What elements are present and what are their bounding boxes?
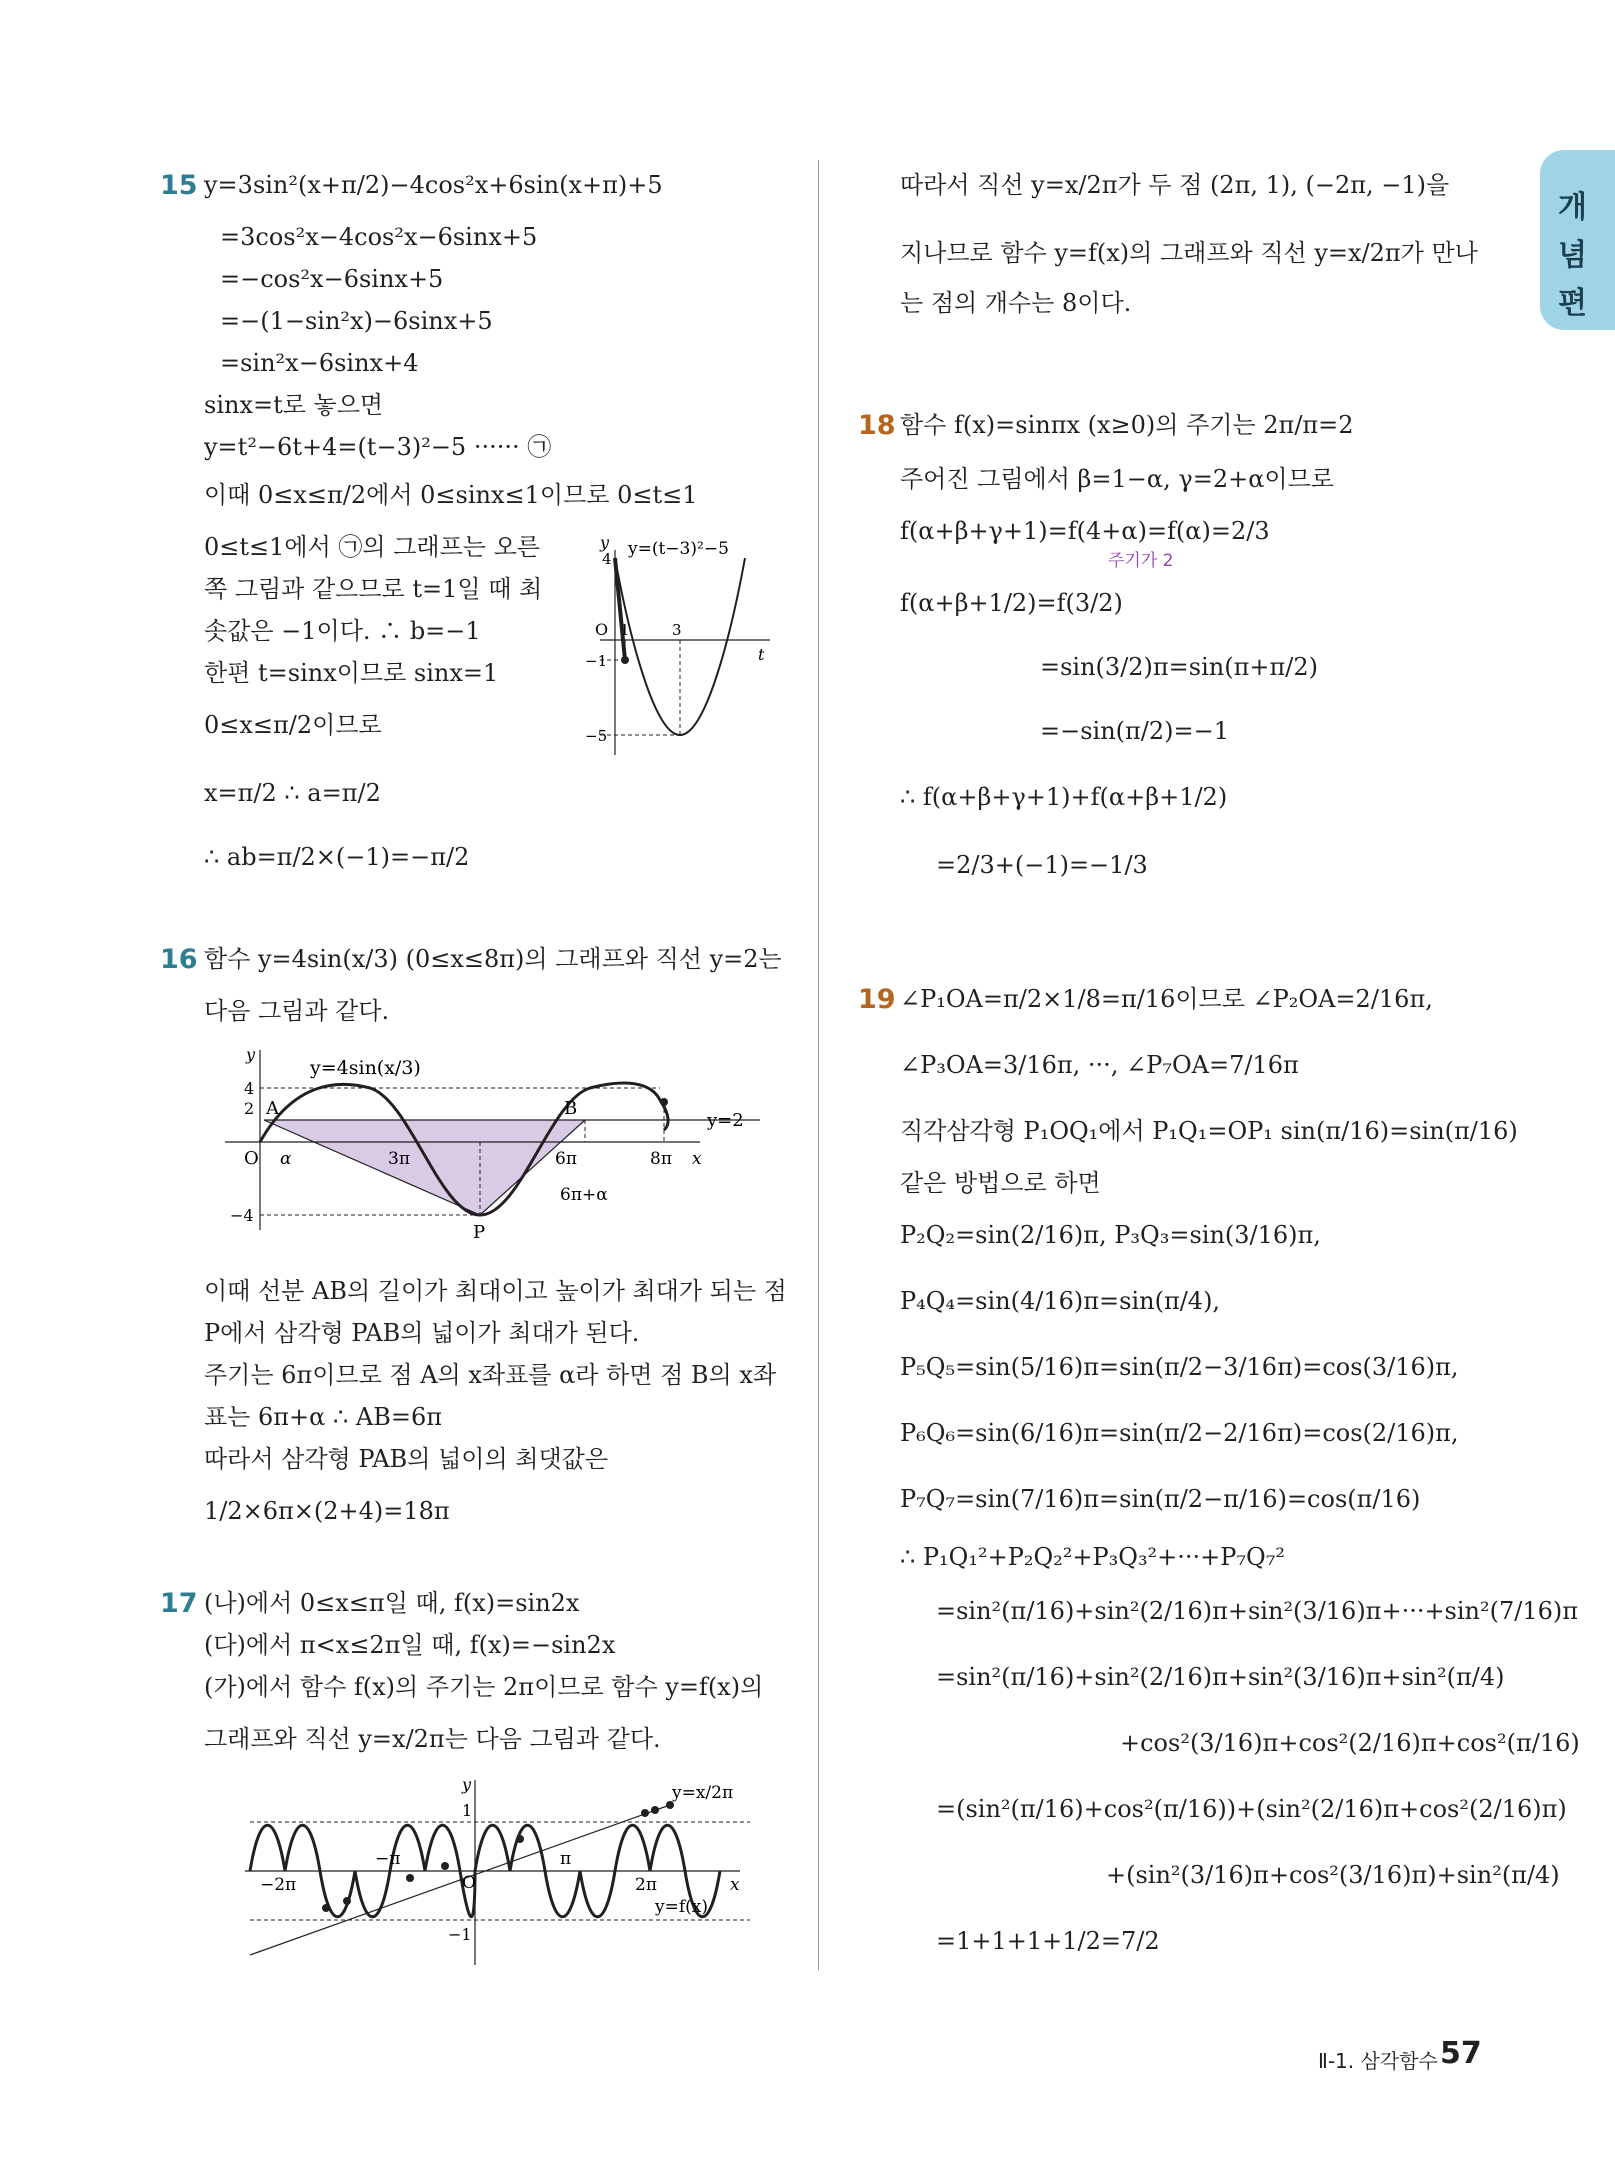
solution-line: =2/3+(−1)=−1/3	[936, 851, 1148, 879]
solution-line: 이때 0≤x≤π/2에서 0≤sinx≤1이므로 0≤t≤1	[204, 481, 698, 509]
solution-line: +(sin²(3/16)π+cos²(3/16)π)+sin²(π/4)	[1106, 1861, 1560, 1889]
solution-line: 0≤t≤1에서 ㉠의 그래프는 오른	[204, 533, 540, 561]
x-tick: 6π	[555, 1149, 577, 1169]
solution-line: P₂Q₂=sin(2/16)π, P₃Q₃=sin(3/16)π,	[900, 1221, 1321, 1249]
solution-line: =(sin²(π/16)+cos²(π/16))+(sin²(2/16)π+cos²(2/16)π)	[936, 1795, 1567, 1823]
column-divider	[818, 160, 819, 1970]
y-tick: 4	[244, 1079, 255, 1098]
solution-line: ∴ f(α+β+γ+1)+f(α+β+1/2)	[900, 783, 1228, 811]
x-tick: 8π	[650, 1149, 672, 1169]
function-label: y=f(x)	[655, 1897, 708, 1917]
solution-line: 따라서 삼각형 PAB의 넓이의 최댓값은	[204, 1445, 609, 1473]
t-tick: 3	[672, 621, 682, 639]
section-label: Ⅱ-1. 삼각함수	[1318, 2049, 1438, 2073]
solution-line: 지나므로 함수 y=f(x)의 그래프와 직선 y=x/2π가 만나	[900, 239, 1478, 267]
solution-line: 주어진 그림에서 β=1−α, γ=2+α이므로	[900, 465, 1334, 493]
problem-number: 17	[160, 1588, 198, 1619]
solution-line: 함수 f(x)=sinπx (x≥0)의 주기는 2π/π=2	[900, 411, 1354, 439]
problem-number: 16	[160, 944, 198, 975]
point-p-label: P	[473, 1222, 486, 1240]
solution-line: sinx=t로 놓으면	[204, 391, 384, 419]
solution-line: P₆Q₆=sin(6/16)π=sin(π/2−2/16π)=cos(2/16)π,	[900, 1419, 1459, 1447]
solution-line: 1/2×6π×(2+4)=18π	[204, 1497, 450, 1525]
tab-char: 편	[1558, 286, 1587, 321]
function-label: y=(t−3)²−5	[628, 539, 729, 559]
y-axis-label: y	[462, 1775, 472, 1794]
solution-line: y=3sin²(x+π/2)−4cos²x+6sin(x+π)+5	[204, 171, 663, 199]
solution-line: 한편 t=sinx이므로 sinx=1	[204, 659, 499, 687]
solution-line: =sin²x−6sinx+4	[220, 349, 419, 377]
solution-line: =sin²(π/16)+sin²(2/16)π+sin²(3/16)π+···+sin²(7/16)π	[936, 1597, 1579, 1625]
solution-line: 주기는 6π이므로 점 A의 x좌표를 α라 하면 점 B의 x좌	[204, 1361, 777, 1389]
origin-label: O	[462, 1873, 476, 1893]
y-tick: 1	[462, 1801, 473, 1820]
y-tick: −4	[230, 1206, 254, 1225]
solution-line: P₅Q₅=sin(5/16)π=sin(π/2−3/16π)=cos(3/16)π,	[900, 1353, 1459, 1381]
x-tick: −π	[375, 1849, 401, 1869]
solution-line: (다)에서 π<x≤2π일 때, f(x)=−sin2x	[204, 1631, 616, 1659]
line-label: y=2	[707, 1110, 744, 1131]
y-axis-label: y	[600, 533, 610, 552]
y-tick: −1	[585, 652, 608, 670]
x-tick: 2π	[635, 1875, 657, 1895]
solution-line: ∴ P₁Q₁²+P₂Q₂²+P₃Q₃²+···+P₇Q₇²	[900, 1543, 1285, 1571]
t-axis-label: t	[758, 645, 765, 664]
problem-number: 18	[858, 410, 896, 441]
function-label: y=4sin(x/3)	[310, 1057, 421, 1079]
solution-line: =sin²(π/16)+sin²(2/16)π+sin²(3/16)π+sin²(π/4)	[936, 1663, 1505, 1691]
solution-line: ∠P₁OA=π/2×1/8=π/16이므로 ∠P₂OA=2/16π,	[900, 985, 1433, 1013]
solution-line: x=π/2 ∴ a=π/2	[204, 779, 381, 807]
solution-line: y=t²−6t+4=(t−3)²−5 ······ ㉠	[204, 433, 552, 461]
solution-line: =−(1−sin²x)−6sinx+5	[220, 307, 493, 335]
x-tick: π	[560, 1849, 572, 1869]
tab-char: 념	[1558, 238, 1587, 273]
solution-line: (나)에서 0≤x≤π일 때, f(x)=sin2x	[204, 1589, 580, 1617]
y-axis-label: y	[246, 1045, 256, 1064]
point-a-label: A	[266, 1098, 279, 1119]
solution-line: 그래프와 직선 y=x/2π는 다음 그림과 같다.	[204, 1725, 661, 1753]
problem-number: 19	[858, 984, 896, 1015]
solution-line: =3cos²x−4cos²x−6sinx+5	[220, 223, 538, 251]
solution-line: 는 점의 개수는 8이다.	[900, 289, 1132, 317]
periodic-graph	[240, 1770, 760, 1970]
solution-line: 쪽 그림과 같으므로 t=1일 때 최	[204, 575, 543, 603]
t-tick: 1	[620, 621, 630, 639]
solution-line: P₄Q₄=sin(4/16)π=sin(π/4),	[900, 1287, 1221, 1315]
solution-line: +cos²(3/16)π+cos²(2/16)π+cos²(π/16)	[1120, 1729, 1580, 1757]
x-axis-label: x	[692, 1149, 702, 1169]
solution-line: 같은 방법으로 하면	[900, 1169, 1101, 1197]
y-tick: 2	[244, 1099, 255, 1118]
solution-line: =1+1+1+1/2=7/2	[936, 1927, 1160, 1955]
parabola-graph	[580, 530, 780, 770]
line-label: y=x/2π	[672, 1783, 734, 1803]
x-axis-label: x	[730, 1875, 740, 1895]
x-tick: −2π	[260, 1875, 297, 1895]
solution-line: =−sin(π/2)=−1	[1040, 717, 1230, 745]
solution-line: 0≤x≤π/2이므로	[204, 711, 382, 739]
section-tab	[1540, 150, 1615, 330]
problem-number: 15	[160, 170, 198, 201]
solution-line: 표는 6π+α ∴ AB=6π	[204, 1403, 443, 1431]
solution-line: P₇Q₇=sin(7/16)π=sin(π/2−π/16)=cos(π/16)	[900, 1485, 1421, 1513]
solution-line: ∴ ab=π/2×(−1)=−π/2	[204, 843, 470, 871]
point-b-label: B	[564, 1098, 578, 1119]
solution-line: 직각삼각형 P₁OQ₁에서 P₁Q₁=OP₁ sin(π/16)=sin(π/16)	[900, 1117, 1518, 1145]
solution-line: 다음 그림과 같다.	[204, 997, 390, 1025]
solution-line: 솟값은 −1이다. ∴ b=−1	[204, 617, 481, 645]
solution-line: ∠P₃OA=3/16π, ···, ∠P₇OA=7/16π	[900, 1051, 1299, 1079]
solution-line: 이때 선분 AB의 길이가 최대이고 높이가 최대가 되는 점	[204, 1277, 787, 1305]
annotation-note: 주기가 2	[1108, 551, 1174, 571]
page-number: 57	[1440, 2036, 1482, 2071]
y-tick: −1	[448, 1925, 472, 1944]
origin-label: O	[595, 620, 609, 639]
y-tick: 4	[602, 550, 612, 568]
tab-char: 개	[1558, 190, 1587, 225]
solution-line: =sin(3/2)π=sin(π+π/2)	[1040, 653, 1318, 681]
sine-graph	[220, 1040, 780, 1240]
b-coordinate-label: 6π+α	[560, 1185, 608, 1205]
solution-line: f(α+β+1/2)=f(3/2)	[900, 589, 1123, 617]
solution-line: (가)에서 함수 f(x)의 주기는 2π이므로 함수 y=f(x)의	[204, 1673, 764, 1701]
y-tick: −5	[585, 727, 608, 745]
solution-line: =−cos²x−6sinx+5	[220, 265, 444, 293]
solution-line: P에서 삼각형 PAB의 넓이가 최대가 된다.	[204, 1319, 640, 1347]
origin-label: O	[244, 1148, 259, 1169]
x-tick: α	[280, 1149, 292, 1169]
solution-line: 함수 y=4sin(x/3) (0≤x≤8π)의 그래프와 직선 y=2는	[204, 945, 782, 973]
solution-line: f(α+β+γ+1)=f(4+α)=f(α)=2/3	[900, 517, 1270, 545]
solution-line: 따라서 직선 y=x/2π가 두 점 (2π, 1), (−2π, −1)을	[900, 171, 1450, 199]
x-tick: 3π	[388, 1149, 410, 1169]
